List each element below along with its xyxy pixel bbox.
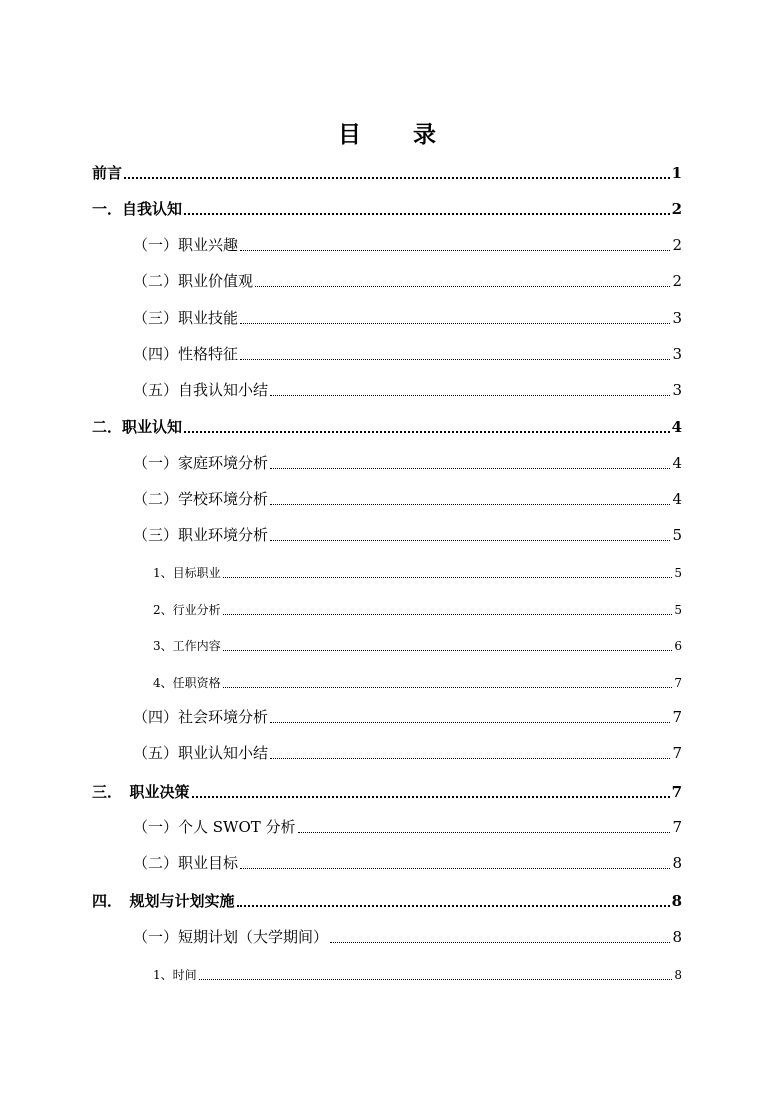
toc-entry-page: 6 xyxy=(674,639,682,653)
toc-entry-label: 四． 规划与计划实施 xyxy=(92,892,235,910)
toc-entry-page: 3 xyxy=(672,381,682,399)
toc-entry-label: （五）自我认知小结 xyxy=(133,381,269,399)
toc-entry-personality[interactable] xyxy=(133,347,682,362)
toc-entry-page: 7 xyxy=(672,818,682,836)
toc-entry-work-content[interactable] xyxy=(153,640,682,652)
toc-entry-label: （三）职业技能 xyxy=(133,309,239,327)
toc-entry-page: 8 xyxy=(674,968,682,982)
toc-entry-page: 8 xyxy=(671,892,682,910)
toc-entry-page: 5 xyxy=(674,603,682,617)
toc-entry-label: （二）职业价值观 xyxy=(133,272,254,290)
toc-entry-label: 1、目标职业 xyxy=(153,566,221,580)
dot-leader xyxy=(223,640,673,652)
toc-entry-preface[interactable] xyxy=(92,166,682,181)
toc-entry-page: 4 xyxy=(671,418,682,436)
toc-entry-career-values[interactable] xyxy=(133,274,682,289)
toc-entry-label: 前言 xyxy=(92,164,123,182)
toc-entry-career-environment[interactable] xyxy=(133,528,682,543)
toc-entry-page: 3 xyxy=(672,309,682,327)
toc-entry-page: 2 xyxy=(671,200,682,218)
toc-entry-short-term-plan[interactable] xyxy=(133,930,682,945)
dot-leader xyxy=(270,746,670,761)
dot-leader xyxy=(255,274,670,289)
toc-entry-family-environment[interactable] xyxy=(133,456,682,471)
dot-leader xyxy=(298,820,671,835)
toc-entry-label: 二．职业认知 xyxy=(92,418,183,436)
toc-entry-label: 4、任职资格 xyxy=(153,676,221,690)
toc-entry-self-summary[interactable] xyxy=(133,383,682,398)
toc-entry-career-summary[interactable] xyxy=(133,746,682,761)
toc-entry-time[interactable] xyxy=(153,969,682,981)
toc-entry-swot-analysis[interactable] xyxy=(133,820,682,835)
dot-leader xyxy=(184,420,670,435)
toc-entry-career-decision[interactable] xyxy=(92,785,682,800)
toc-entry-planning-implementation[interactable] xyxy=(92,894,682,909)
toc-entry-career-goals[interactable] xyxy=(133,856,682,871)
toc-entry-career-cognition[interactable] xyxy=(92,420,682,435)
toc-entry-label: （二）学校环境分析 xyxy=(133,490,269,508)
toc-entry-industry-analysis[interactable] xyxy=(153,604,682,616)
toc-entry-label: （三）职业环境分析 xyxy=(133,526,269,544)
dot-leader xyxy=(237,894,670,909)
toc-entry-label: （一）个人 SWOT 分析 xyxy=(133,818,296,836)
toc-entry-page: 4 xyxy=(672,454,682,472)
toc-entry-page: 5 xyxy=(672,526,682,544)
toc-entry-page: 4 xyxy=(672,490,682,508)
dot-leader xyxy=(240,347,670,362)
toc-entry-page: 1 xyxy=(671,164,682,182)
toc-entry-page: 5 xyxy=(674,566,682,580)
toc-entry-label: （二）职业目标 xyxy=(133,854,239,872)
toc-entry-career-skills[interactable] xyxy=(133,311,682,326)
toc-entry-label: （四）性格特征 xyxy=(133,345,239,363)
toc-entry-qualifications[interactable] xyxy=(153,677,682,689)
toc-entry-label: （一）职业兴趣 xyxy=(133,236,239,254)
toc-entry-label: 一．自我认知 xyxy=(92,200,183,218)
toc-entry-page: 3 xyxy=(672,345,682,363)
dot-leader xyxy=(223,677,673,689)
dot-leader xyxy=(330,930,670,945)
dot-leader xyxy=(192,785,670,800)
dot-leader xyxy=(223,567,673,579)
dot-leader xyxy=(184,202,670,217)
dot-leader xyxy=(199,969,673,981)
toc-entry-page: 2 xyxy=(672,272,682,290)
page-title: 目 录 xyxy=(337,121,458,148)
toc-entry-label: （五）职业认知小结 xyxy=(133,744,269,762)
dot-leader xyxy=(240,856,670,871)
dot-leader xyxy=(270,710,670,725)
toc-entry-target-career[interactable] xyxy=(153,567,682,579)
toc-entry-page: 7 xyxy=(672,744,682,762)
dot-leader xyxy=(270,528,670,543)
toc-entry-label: （一）家庭环境分析 xyxy=(133,454,269,472)
toc-entry-label: 三． 职业决策 xyxy=(92,783,190,801)
toc-entry-page: 7 xyxy=(671,783,682,801)
dot-leader xyxy=(270,492,670,507)
toc-entry-page: 7 xyxy=(672,708,682,726)
toc-entry-page: 7 xyxy=(674,676,682,690)
dot-leader xyxy=(223,604,673,616)
dot-leader xyxy=(270,456,670,471)
toc-entry-label: （一）短期计划（大学期间） xyxy=(133,928,329,946)
toc-entry-label: （四）社会环境分析 xyxy=(133,708,269,726)
toc-entry-label: 1、时间 xyxy=(153,968,197,982)
dot-leader xyxy=(270,383,670,398)
toc-entry-self-cognition[interactable] xyxy=(92,202,682,217)
toc-entry-page: 8 xyxy=(672,928,682,946)
dot-leader xyxy=(240,238,670,253)
toc-entry-label: 2、行业分析 xyxy=(153,603,221,617)
toc-entry-page: 2 xyxy=(672,236,682,254)
dot-leader xyxy=(240,311,670,326)
dot-leader xyxy=(124,166,670,181)
toc-entry-page: 8 xyxy=(672,854,682,872)
toc-entry-social-environment[interactable] xyxy=(133,710,682,725)
toc-entry-school-environment[interactable] xyxy=(133,492,682,507)
toc-entry-label: 3、工作内容 xyxy=(153,639,221,653)
toc-entry-career-interest[interactable] xyxy=(133,238,682,253)
